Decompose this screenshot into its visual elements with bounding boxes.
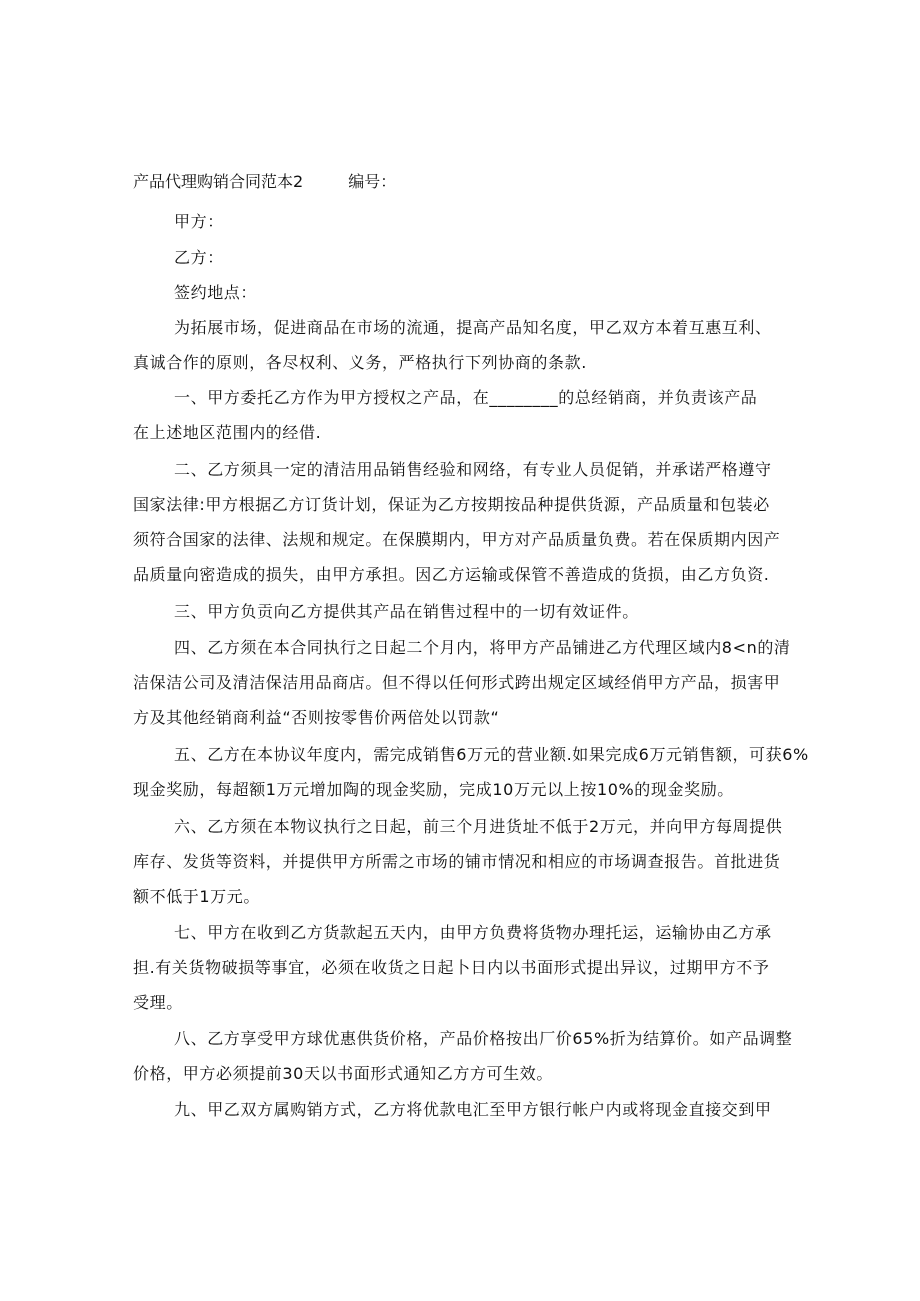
clause-line: 五、乙方在本协议年度内，需完成销售6万元的营业额.如果完成6万元销售额，可获6% bbox=[174, 745, 809, 764]
clause-line: 受理。 bbox=[133, 993, 183, 1012]
clause-line: 额不低于1万元。 bbox=[133, 887, 260, 906]
clause-line: 八、乙方享受甲方球优惠供货价格，产品价格按出厂价65%折为结算价。如产品调整 bbox=[174, 1029, 793, 1048]
clause-line: 九、甲乙双方属购销方式，乙方将优款电汇至甲方银行帐户内或将现金直接交到甲 bbox=[174, 1100, 772, 1119]
clause-line: 七、甲方在收到乙方货款起五天内，由甲方负费将货物办理托运，运输协由乙方承 bbox=[174, 923, 772, 942]
clause-line: 现金奖励，每超额1万元增加陶的现金奖励，完成10万元以上按10%的现金奖励。 bbox=[133, 780, 734, 799]
clause-line: 在上述地区范围内的经借. bbox=[133, 423, 322, 442]
clause-line: 国家法律:甲方根据乙方订货计划，保证为乙方按期按品种提供货源，产品质量和包装必 bbox=[133, 495, 770, 514]
clause-line: 须符合国家的法律、法规和规定。在保膜期内，甲方对产品质量负费。若在保质期内因产 bbox=[133, 530, 781, 549]
party-b-label: 乙方： bbox=[174, 248, 224, 267]
clause-line: 品质量向密造成的损失，由甲方承担。因乙方运输或保管不善造成的货损，由乙方负资. bbox=[133, 565, 770, 584]
clause-line: 三、甲方负贡向乙方提供其产品在销售过程中的一切有效证件。 bbox=[174, 602, 639, 621]
paragraph-line: 为拓展市场，促进商品在市场的流通，提高产品知名度，甲乙双方本着互惠互利、 bbox=[174, 318, 772, 337]
party-a-label: 甲方： bbox=[174, 212, 224, 231]
clause-line: 担.有关货物破损等事宜，必须在收货之日起卜日内以书面形式提出异议，过期甲方不予 bbox=[133, 958, 770, 977]
sign-place-label: 签约地点： bbox=[174, 283, 258, 302]
clause-line: 六、乙方须在本物议执行之日起，前三个月进货址不低于2万元，并向甲方每周提供 bbox=[174, 817, 783, 836]
clause-line: 方及其他经销商利益“否则按零售价两倍处以罚款“ bbox=[133, 708, 500, 727]
clause-line: 洁保洁公司及清洁保洁用品商店。但不得以任何形式跨出规定区域经俏甲方产品，损害甲 bbox=[133, 673, 781, 692]
document-title: 产品代理购销合同范本2 bbox=[133, 172, 304, 191]
paragraph-line: 真诚合作的原则，各尽权利、义务，严格执行下列协商的条款. bbox=[133, 353, 587, 372]
clause-line: 价格，甲方必须提前30天以书面形式通知乙方方可生效。 bbox=[133, 1064, 553, 1083]
clause-line: 二、乙方须具一定的清洁用品销售经验和网络，有专业人员促销，并承诺严格遵守 bbox=[174, 460, 772, 479]
clause-line: 一、甲方委托乙方作为甲方授权之产品，在________的总经销商，并负责该产品 bbox=[174, 388, 758, 407]
clause-line: 库存、发货等资料，并提供甲方所需之市场的铺市情况和相应的市场调查报告。首批进货 bbox=[133, 852, 781, 871]
clause-line: 四、乙方须在本合同执行之日起二个月内，将甲方产品铺进乙方代理区域内8<n的清 bbox=[174, 638, 791, 657]
title-row bbox=[133, 171, 396, 193]
number-label: 编号： bbox=[348, 172, 397, 191]
